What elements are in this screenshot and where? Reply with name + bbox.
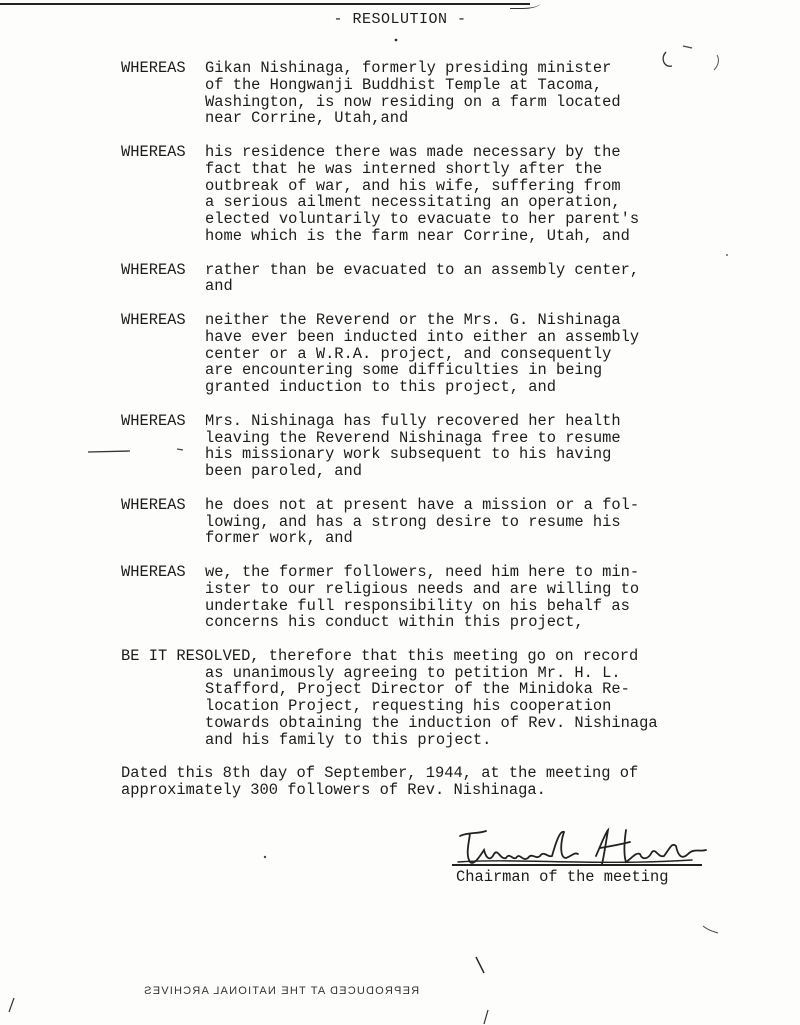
resolved-line: Stafford, Project Director of the Minidoka Re- <box>205 680 630 699</box>
whereas-clause <box>121 144 741 245</box>
clause-text <box>205 497 741 547</box>
clause-heading: WHEREAS <box>121 562 186 581</box>
top-rule <box>0 3 530 5</box>
clause-line: fact that he was interned shortly after the <box>205 159 603 178</box>
clause-line: undertake full responsibility on his behalf as <box>205 596 630 615</box>
clause-line: outbreak of war, and his wife, suffering from <box>205 176 621 195</box>
resolved-clause <box>121 648 741 749</box>
clause-line: his residence there was made necessary by the <box>205 142 621 161</box>
dated-statement <box>121 765 741 799</box>
clause-text <box>205 262 741 296</box>
speck-mark <box>395 39 398 42</box>
clause-line: neither the Reverend or the Mrs. G. Nishinaga <box>205 310 621 329</box>
clause-text <box>205 60 741 127</box>
document-body <box>121 60 741 799</box>
clause-line: elected voluntarily to evacuate to her parent's <box>205 210 640 229</box>
clause-line: rather than be evacuated to an assembly center, <box>205 260 640 279</box>
document-title: - RESOLUTION - <box>333 11 467 28</box>
whereas-clause <box>121 413 741 480</box>
resolved-first-line: BE IT RESOLVED, therefore that this meeting go on record <box>121 646 639 665</box>
clause-line: home which is the farm near Corrine, Utah, and <box>205 226 630 245</box>
resolved-line: location Project, requesting his cooperation <box>205 697 612 716</box>
whereas-clause <box>121 312 741 396</box>
speck-mark <box>264 856 266 858</box>
clause-text <box>205 312 741 396</box>
dated-line: approximately 300 followers of Rev. Nishinaga. <box>121 781 546 800</box>
clause-line: leaving the Reverend Nishinaga free to resume <box>205 428 621 447</box>
corner-tick-mark <box>9 998 14 1012</box>
clause-line: near Corrine, Utah,and <box>205 109 409 128</box>
clause-heading: WHEREAS <box>121 411 186 430</box>
signature-title: Chairman of the meeting <box>456 868 669 886</box>
stray-curve-mark <box>703 926 718 933</box>
clause-heading: WHEREAS <box>121 260 186 279</box>
clause-line: of the Hongwanji Buddhist Temple at Tacoma, <box>205 75 603 94</box>
dated-line: Dated this 8th day of September, 1944, at the meeting of <box>121 764 639 783</box>
clause-line: are encountering some difficulties in being <box>205 361 603 380</box>
clause-heading: WHEREAS <box>121 142 186 161</box>
clause-line: lowing, and has a strong desire to resume his <box>205 512 621 531</box>
clause-line: Gikan Nishinaga, formerly presiding minister <box>205 59 612 77</box>
clause-heading: WHEREAS <box>121 59 186 77</box>
clause-line: have ever been inducted into either an assembly <box>205 327 640 346</box>
scan-mark-dash <box>683 46 692 48</box>
handwritten-signature <box>456 822 716 870</box>
clause-text <box>205 564 741 631</box>
clause-line: center or a W.R.A. project, and consequently <box>205 344 612 363</box>
whereas-clause <box>121 262 741 296</box>
clause-text <box>205 413 741 480</box>
resolved-line: and his family to this project. <box>205 730 492 749</box>
clause-line: he does not at present have a mission or a fol- <box>205 495 640 514</box>
clause-line: concerns his conduct within this project, <box>205 613 584 632</box>
resolved-line: towards obtaining the induction of Rev. Nishinaga <box>205 714 658 733</box>
resolved-continuation <box>121 665 741 749</box>
clause-line: Washington, is now residing on a farm located <box>205 92 621 111</box>
whereas-clause <box>121 497 741 547</box>
clause-line: a serious ailment necessitating an operation, <box>205 193 621 212</box>
clause-line: ister to our religious needs and are willing to <box>205 579 640 598</box>
whereas-clauses <box>121 60 741 631</box>
stray-stroke-mark <box>476 957 484 973</box>
clause-line: his missionary work subsequent to his having <box>205 445 612 464</box>
clause-line: been paroled, and <box>205 462 363 481</box>
signature-line <box>452 864 702 866</box>
resolved-line: as unanimously agreeing to petition Mr. H. L. <box>205 663 621 682</box>
archive-stamp-mirrored: REPRODUCED AT THE NATIONAL ARCHIVES <box>143 985 420 997</box>
whereas-clause <box>121 564 741 631</box>
whereas-clause <box>121 60 741 127</box>
clause-line: and <box>205 277 233 296</box>
clause-heading: WHEREAS <box>121 310 186 329</box>
clause-text <box>205 144 741 245</box>
stray-stroke-mark-lower <box>484 1010 488 1024</box>
clause-line: we, the former followers, need him here to min- <box>205 562 640 581</box>
clause-line: Mrs. Nishinaga has fully recovered her health <box>205 411 621 430</box>
clause-line: granted induction to this project, and <box>205 378 556 397</box>
top-rule-curl <box>510 0 540 9</box>
clause-heading: WHEREAS <box>121 495 186 514</box>
clause-line: former work, and <box>205 529 353 548</box>
